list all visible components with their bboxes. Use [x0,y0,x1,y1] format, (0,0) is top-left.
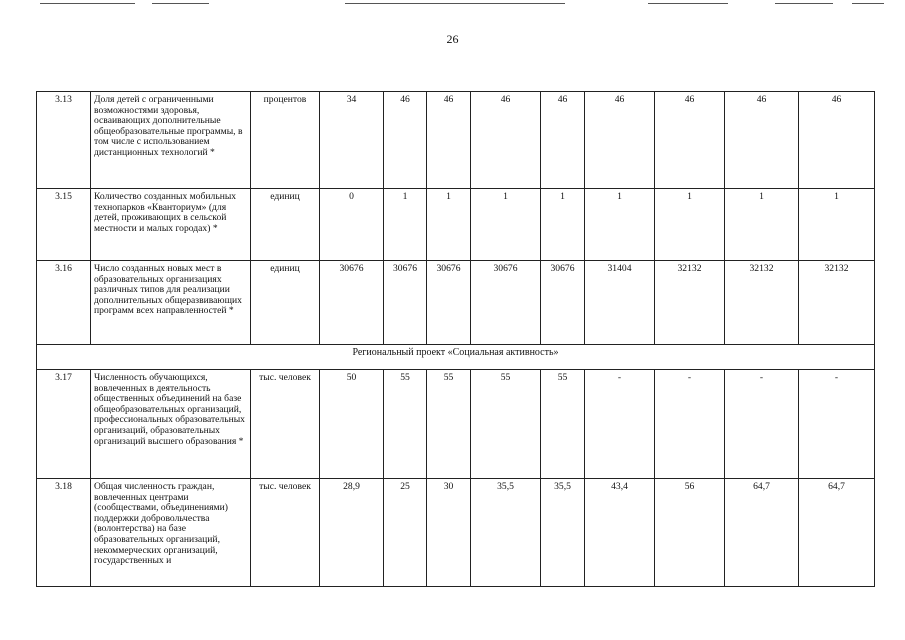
value-cell: 34 [320,92,384,189]
value-cell: 30676 [427,261,471,345]
value-cell: - [725,370,799,479]
header-rule [345,3,565,4]
value-cell: 32132 [655,261,725,345]
value-cell: 32132 [799,261,875,345]
header-rule [648,3,728,4]
value-cell: 35,5 [541,479,585,587]
row-number: 3.16 [37,261,91,345]
value-cell: 46 [471,92,541,189]
value-cell: 31404 [585,261,655,345]
value-cell: 30676 [320,261,384,345]
value-cell: 1 [799,189,875,261]
value-cell: 30 [427,479,471,587]
value-cell: 1 [471,189,541,261]
value-cell: 64,7 [725,479,799,587]
value-cell: 32132 [725,261,799,345]
value-cell: 55 [541,370,585,479]
value-cell: 28,9 [320,479,384,587]
unit-cell: тыс. человек [251,370,320,479]
row-number: 3.18 [37,479,91,587]
value-cell: 1 [585,189,655,261]
value-cell: - [799,370,875,479]
value-cell: 30676 [541,261,585,345]
header-rule [40,3,135,4]
value-cell: 56 [655,479,725,587]
value-cell: 25 [384,479,427,587]
unit-cell: процентов [251,92,320,189]
value-cell: 30676 [384,261,427,345]
value-cell: 64,7 [799,479,875,587]
page-number: 26 [446,32,459,46]
value-cell: 46 [585,92,655,189]
value-cell: - [585,370,655,479]
value-cell: 1 [384,189,427,261]
value-cell: 50 [320,370,384,479]
row-number: 3.15 [37,189,91,261]
unit-cell: единиц [251,261,320,345]
value-cell: - [655,370,725,479]
table-row [37,92,875,189]
header-rule [852,3,884,4]
table-row [37,189,875,261]
indicators-table [36,91,875,587]
value-cell: 46 [541,92,585,189]
value-cell: 1 [427,189,471,261]
value-cell: 46 [427,92,471,189]
indicator-name: Численность обучающихся, вовлеченных в деятельность общественных объединений на базе общеобразовательных организаций, профессиональных образовательных организаций, образовательных организаций высшего образования * [91,370,251,479]
indicator-name: Число созданных новых мест в образовательных организациях различных типов для реализации дополнительных общеразвивающих программ всех направленностей * [91,261,251,345]
indicator-name: Общая численность граждан, вовлеченных центрами (сообществами, объединениями) поддержки добровольчества (волонтерства) на базе образовательных организаций, некоммерческих организаций, государственных и [91,479,251,587]
row-number: 3.13 [37,92,91,189]
value-cell: 46 [655,92,725,189]
indicator-name: Доля детей с ограниченными возможностями здоровья, осваивающих дополнительные общеобразовательные программы, в том числе с использованием дистанционных технологий * [91,92,251,189]
value-cell: 1 [655,189,725,261]
unit-cell: тыс. человек [251,479,320,587]
value-cell: 55 [471,370,541,479]
value-cell: 46 [725,92,799,189]
indicator-name: Количество созданных мобильных технопарков «Кванториум» (для детей, проживающих в сельской местности и малых городах) * [91,189,251,261]
section-row [37,345,875,370]
unit-cell: единиц [251,189,320,261]
value-cell: 46 [799,92,875,189]
table-row [37,370,875,479]
value-cell: 43,4 [585,479,655,587]
value-cell: 1 [725,189,799,261]
value-cell: 35,5 [471,479,541,587]
table-row [37,261,875,345]
value-cell: 30676 [471,261,541,345]
row-number: 3.17 [37,370,91,479]
header-rule [152,3,209,4]
header-rule [775,3,833,4]
table-row [37,479,875,587]
value-cell: 0 [320,189,384,261]
value-cell: 1 [541,189,585,261]
value-cell: 55 [384,370,427,479]
value-cell: 55 [427,370,471,479]
section-title: Региональный проект «Социальная активность» [37,345,875,370]
value-cell: 46 [384,92,427,189]
